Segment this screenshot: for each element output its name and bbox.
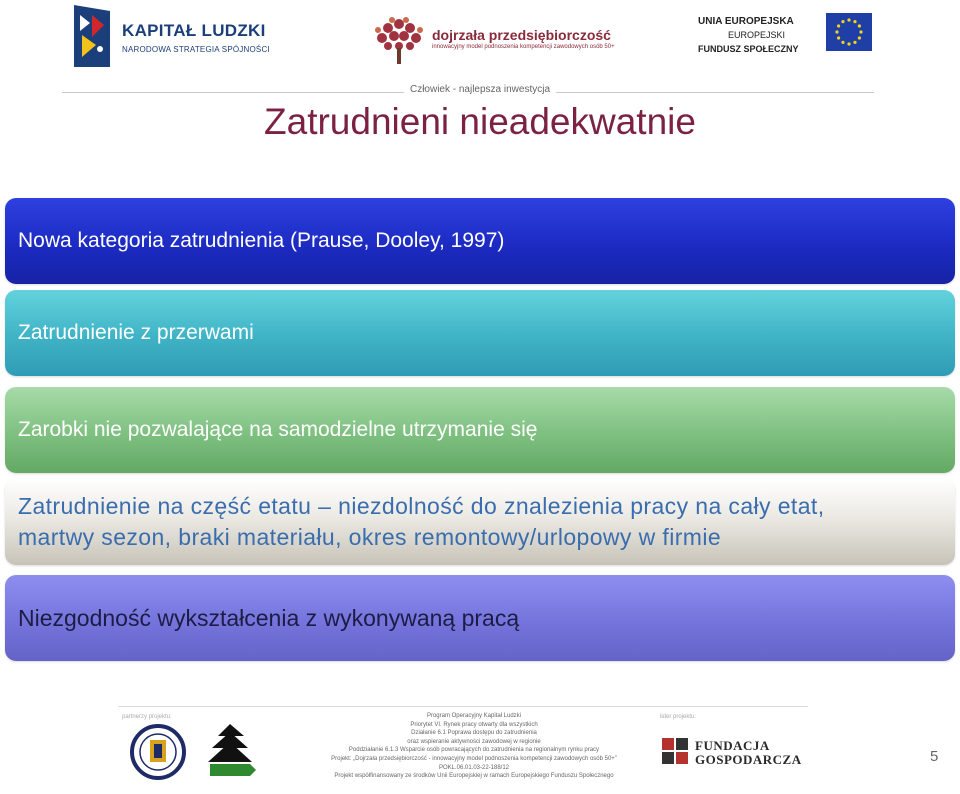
dojrzala-przedsiebiorczosc-logo <box>370 10 615 70</box>
list-band-2-text: Zatrudnienie z przerwami <box>18 321 254 344</box>
tree-logo-icon <box>370 10 428 68</box>
slide-title: Zatrudnieni nieadekwatnie <box>264 101 696 142</box>
green-tree-logo-icon <box>204 722 258 780</box>
list-band-2 <box>5 290 955 376</box>
list-band-1-text: Nowa kategoria zatrudnienia (Prause, Dooley, 1997) <box>18 229 505 252</box>
university-seal-icon <box>130 722 186 782</box>
page-number: 5 <box>930 748 939 765</box>
eu-label-line1: UNIA EUROPEJSKA <box>698 16 794 27</box>
slide-footer <box>0 700 960 794</box>
list-band-5-text: Niezgodność wykształcenia z wykonywaną pracą <box>18 604 520 631</box>
list-band-3 <box>5 387 955 473</box>
program-line: Program Operacyjny Kapitał Ludzki <box>426 713 522 719</box>
program-info <box>314 712 634 781</box>
fundacja-line1: FUNDACJA <box>695 738 770 753</box>
footer-divider <box>118 706 808 707</box>
program-line: oraz wspieranie aktywności zawodowej w regionie <box>407 738 541 745</box>
program-line: Projekt: „Dojrzała przedsiębiorczość - innowacyjny model podnoszenia kompetencji zawodowych osób 50+” <box>331 755 617 762</box>
kapital-ludzki-emblem-icon <box>70 5 116 67</box>
header-tagline <box>0 84 960 95</box>
program-line: Projekt współfinansowany ze środków Unii Europejskiej w ramach Europejskiego Funduszu Społecznego <box>334 773 614 780</box>
kapital-ludzki-title: KAPITAŁ LUDZKI <box>122 21 266 40</box>
program-line: Poddziałanie 6.1.3 Wsparcie osób powracających do zatrudnienia na regionalnym rynku pracy <box>348 747 600 754</box>
program-line: Działanie 6.1 Poprawa dostępu do zatrudnienia <box>411 730 537 737</box>
header-tagline-text: Człowiek - najlepsza inwestycja <box>404 84 556 95</box>
program-line: POKL.06.01.03-22-188/12 <box>438 764 510 771</box>
list-band-4-line1: Zatrudnienie na część etatu – niezdolność do znalezienia pracy na cały etat, <box>18 493 825 519</box>
eu-label-line3: FUNDUSZ SPOŁECZNY <box>698 44 799 54</box>
list-band-1 <box>5 198 955 284</box>
eu-label-line2: EUROPEJSKI <box>728 30 786 40</box>
program-line: Priorytet VI. Rynek pracy otwarty dla wszystkich <box>410 721 538 728</box>
dojrzala-przedsiebiorczosc-subtitle: innowacyjny model podnoszenia kompetencji zawodowych osób 50+ <box>432 44 615 50</box>
fundacja-line2: GOSPODARCZA <box>695 752 802 767</box>
kapital-ludzki-logo <box>70 5 270 69</box>
fundacja-gospodarcza-logo <box>662 736 812 766</box>
eu-flag-icon <box>826 13 872 51</box>
list-band-4-text <box>18 491 824 553</box>
footer-leader-label: lider projektu: <box>660 714 697 720</box>
fundacja-mark-icon <box>662 738 688 764</box>
list-band-4-line2: martwy sezon, braki materiału, okres remontowy/urlopowy w firmie <box>18 524 722 550</box>
list-band-3-text: Zarobki nie pozwalające na samodzielne utrzymanie się <box>18 418 538 441</box>
eu-logo <box>698 12 878 68</box>
list-band-5 <box>5 575 955 661</box>
list-band-4 <box>5 479 955 565</box>
footer-partners-label: partnerzy projektu: <box>122 714 172 720</box>
kapital-ludzki-subtitle: NARODOWA STRATEGIA SPÓJNOŚCI <box>122 45 270 54</box>
slide-header <box>0 0 960 100</box>
dojrzala-przedsiebiorczosc-title: dojrzała przedsiębiorczość <box>432 27 611 43</box>
